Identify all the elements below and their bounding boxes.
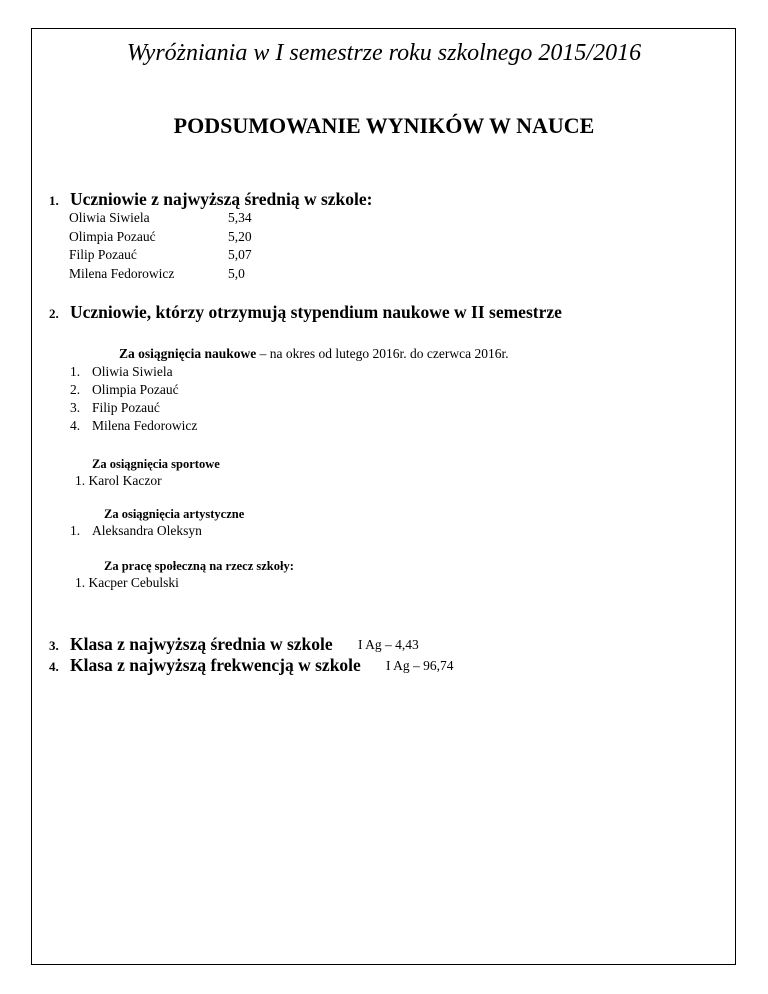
sport-label: Za osiągnięcia sportowe (92, 457, 220, 471)
ranking-value: 5,0 (228, 266, 245, 281)
list-item: Olimpia Pozauć (92, 382, 179, 397)
list-item: Filip Pozauć (92, 400, 160, 415)
academic-scholarship-label (119, 346, 509, 362)
ranking-value: 5,20 (228, 229, 252, 244)
ranking-name: Olimpia Pozauć (69, 229, 156, 244)
list-item: Oliwia Siwiela (92, 364, 173, 379)
list-number: 4. (70, 418, 81, 433)
list-item: 1. Karol Kaczor (75, 473, 162, 488)
section-4-heading: Klasa z najwyższą frekwencją w szkole (70, 655, 361, 675)
ranking-value: 5,07 (228, 247, 252, 262)
list-item: 1. Kacper Cebulski (75, 575, 179, 590)
section-3-value: I Ag – 4,43 (358, 637, 419, 652)
art-label: Za osiągnięcia artystyczne (104, 507, 245, 521)
section-3-number: 3. (49, 638, 59, 653)
list-number: 2. (70, 382, 81, 397)
section-2-number: 2. (49, 306, 59, 321)
academic-label-bold: Za osiągnięcia naukowe (119, 346, 257, 361)
list-number: 1. (70, 364, 81, 379)
ranking-value: 5,34 (228, 210, 252, 225)
list-number: 1. (70, 523, 81, 538)
ranking-name: Milena Fedorowicz (69, 266, 175, 281)
list-number: 3. (70, 400, 81, 415)
list-item: Milena Fedorowicz (92, 418, 198, 433)
document-title: Wyróżniania w I semestrze roku szkolnego 2015/2016 (126, 40, 642, 66)
academic-label-period: – na okres od lutego 2016r. do czerwca 2016r. (256, 346, 509, 361)
section-1-heading: Uczniowie z najwyższą średnią w szkole: (70, 189, 373, 209)
section-2-heading: Uczniowie, którzy otrzymują stypendium naukowe w II semestrze (70, 302, 562, 322)
ranking-name: Filip Pozauć (69, 247, 137, 262)
social-label: Za pracę społeczną na rzecz szkoły: (104, 559, 294, 573)
document-subtitle: PODSUMOWANIE WYNIKÓW W NAUCE (173, 113, 595, 138)
list-item: Aleksandra Oleksyn (92, 523, 202, 538)
section-3-heading: Klasa z najwyższą średnia w szkole (70, 634, 333, 654)
section-1-number: 1. (49, 193, 59, 208)
section-4-value: I Ag – 96,74 (386, 658, 454, 673)
section-4-number: 4. (49, 659, 59, 674)
ranking-name: Oliwia Siwiela (69, 210, 150, 225)
page-border (31, 28, 736, 965)
